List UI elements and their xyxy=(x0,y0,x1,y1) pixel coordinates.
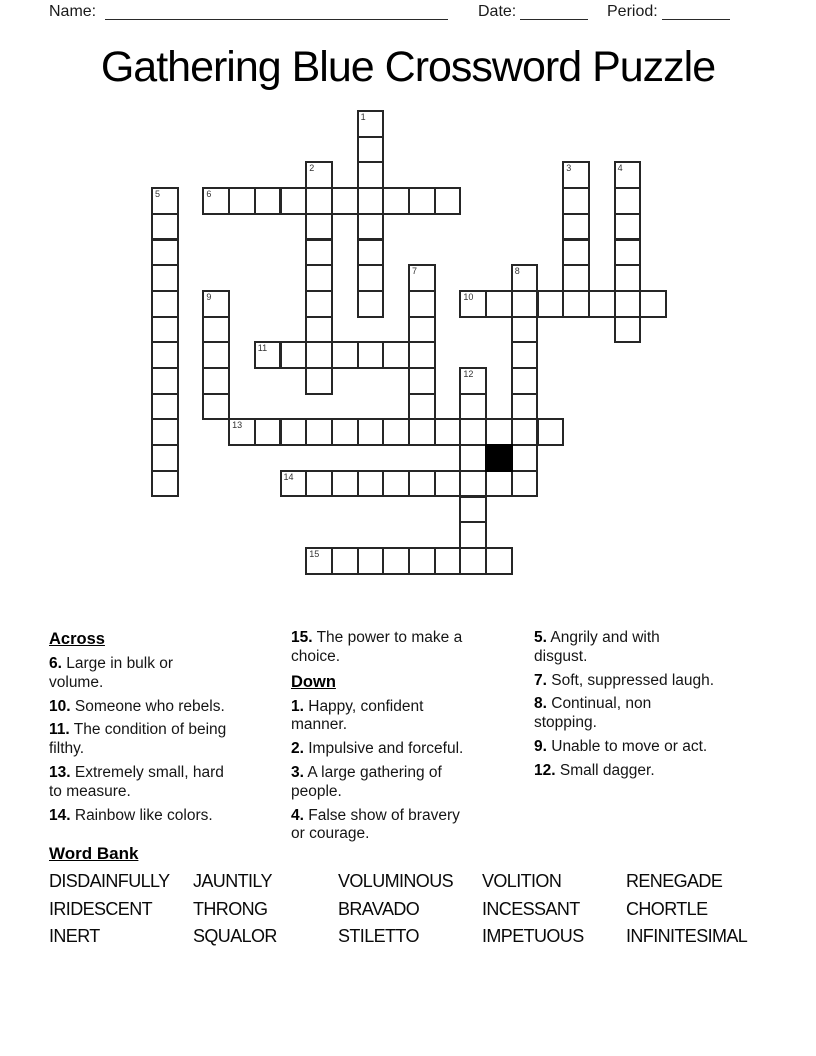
clue-line: 9. Unable to move or act. xyxy=(534,737,708,755)
grid-cell xyxy=(280,341,308,369)
grid-cell xyxy=(511,470,539,498)
grid-cell xyxy=(408,393,436,421)
clue-line: 12. Small dagger. xyxy=(534,761,655,779)
grid-cell xyxy=(614,187,642,215)
word-bank-heading: Word Bank xyxy=(49,844,139,863)
cell-number: 10 xyxy=(463,291,474,302)
grid-cell xyxy=(305,213,333,241)
grid-cell xyxy=(408,341,436,369)
grid-cell xyxy=(459,290,487,318)
clue-number: 10. xyxy=(49,697,71,715)
clue-line: to measure. xyxy=(49,782,131,800)
clue-item xyxy=(49,807,289,826)
grid-cell xyxy=(639,290,667,318)
grid-cell xyxy=(254,187,282,215)
clue-number: 12. xyxy=(534,761,556,779)
clue-item xyxy=(534,629,774,667)
word-bank-column xyxy=(626,871,747,954)
word-bank-word: IRIDESCENT xyxy=(49,898,153,919)
clue-item xyxy=(534,695,774,733)
grid-cell xyxy=(614,290,642,318)
clue-item xyxy=(49,764,289,802)
grid-cell xyxy=(588,290,616,318)
grid-cell xyxy=(202,367,230,395)
grid-cell xyxy=(305,367,333,395)
grid-cell xyxy=(331,187,359,215)
grid-cell xyxy=(357,239,385,267)
grid-cell xyxy=(305,316,333,344)
grid-cell xyxy=(202,290,230,318)
clue-number: 3. xyxy=(291,763,304,781)
grid-cell xyxy=(151,264,179,292)
clue-column-across xyxy=(49,629,289,830)
grid-cell xyxy=(614,316,642,344)
clue-line: 1. Happy, confident xyxy=(291,697,424,715)
grid-cell xyxy=(151,187,179,215)
word-bank-column xyxy=(49,871,170,954)
clue-number: 14. xyxy=(49,806,71,824)
grid-cell xyxy=(228,187,256,215)
name-blank-line xyxy=(105,4,448,20)
grid-cell xyxy=(151,213,179,241)
clue-line: 10. Someone who rebels. xyxy=(49,697,225,715)
grid-cell xyxy=(562,213,590,241)
cell-number: 5 xyxy=(155,189,161,200)
word-bank-word: RENEGADE xyxy=(626,871,723,891)
word-bank-column xyxy=(482,871,584,954)
grid-cell xyxy=(614,161,642,189)
clue-item xyxy=(534,762,774,781)
clue-line: 15. The power to make a xyxy=(291,629,463,646)
grid-cell xyxy=(511,367,539,395)
clue-line: 4. False show of bravery xyxy=(291,806,460,824)
clue-number: 9. xyxy=(534,737,547,755)
cell-number: 15 xyxy=(309,548,320,559)
grid-cell xyxy=(151,367,179,395)
grid-cell xyxy=(202,316,230,344)
grid-cell xyxy=(511,393,539,421)
grid-cell xyxy=(202,187,230,215)
clue-line: 14. Rainbow like colors. xyxy=(49,806,213,824)
clue-item xyxy=(49,655,289,693)
grid-cell xyxy=(485,418,513,446)
clue-line: 8. Continual, non xyxy=(534,695,652,713)
grid-cell xyxy=(202,341,230,369)
grid-cell xyxy=(459,444,487,472)
grid-cell xyxy=(254,341,282,369)
grid-cell xyxy=(357,110,385,138)
cell-number: 14 xyxy=(283,471,294,482)
grid-cell xyxy=(254,418,282,446)
clues-section-heading: Down xyxy=(291,672,336,691)
grid-cell xyxy=(305,290,333,318)
word-bank-word: VOLITION xyxy=(482,871,562,891)
grid-black-cell xyxy=(485,444,513,472)
clue-column-down xyxy=(534,629,774,786)
grid-cell xyxy=(562,161,590,189)
grid-cell xyxy=(408,470,436,498)
grid-cell xyxy=(459,547,487,575)
clue-item xyxy=(291,740,531,759)
grid-cell xyxy=(382,341,410,369)
clue-line: 3. A large gathering of xyxy=(291,763,442,781)
cell-number: 8 xyxy=(514,266,520,277)
grid-cell xyxy=(614,239,642,267)
grid-cell xyxy=(151,290,179,318)
grid-cell xyxy=(305,187,333,215)
period-blank-line xyxy=(662,4,730,20)
clue-column-middle xyxy=(291,629,531,849)
grid-cell xyxy=(537,418,565,446)
clue-line: 11. The condition of being xyxy=(49,721,227,739)
clue-item xyxy=(534,738,774,757)
grid-cell xyxy=(357,290,385,318)
grid-cell xyxy=(459,496,487,524)
grid-cell xyxy=(331,547,359,575)
grid-cell xyxy=(151,316,179,344)
word-bank-word: THRONG xyxy=(193,898,268,919)
grid-cell xyxy=(382,547,410,575)
clue-number: 2. xyxy=(291,740,304,758)
grid-cell xyxy=(459,393,487,421)
page-title: Gathering Blue Crossword Puzzle xyxy=(100,43,716,91)
grid-cell xyxy=(382,418,410,446)
clue-item xyxy=(49,698,289,717)
grid-cell xyxy=(357,547,385,575)
clue-item xyxy=(291,698,531,736)
clue-line: volume. xyxy=(49,673,104,691)
cell-number: 4 xyxy=(617,163,623,174)
grid-cell xyxy=(511,444,539,472)
clue-number: 6. xyxy=(49,655,62,672)
grid-cell xyxy=(537,290,565,318)
clue-line: 13. Extremely small, hard xyxy=(49,763,224,781)
word-bank-word: SQUALOR xyxy=(193,926,277,947)
clue-line: or courage. xyxy=(291,825,370,843)
grid-cell xyxy=(434,470,462,498)
grid-cell xyxy=(280,418,308,446)
word-bank-word: INFINITESIMAL xyxy=(626,926,748,947)
grid-cell xyxy=(459,470,487,498)
grid-cell xyxy=(280,470,308,498)
cell-number: 3 xyxy=(566,163,572,174)
clue-number: 1. xyxy=(291,697,304,715)
grid-cell xyxy=(459,367,487,395)
grid-cell xyxy=(459,521,487,549)
word-bank-word: BRAVADO xyxy=(338,898,420,919)
cell-number: 6 xyxy=(206,189,212,200)
word-bank-word: IMPETUOUS xyxy=(482,926,584,947)
grid-cell xyxy=(511,316,539,344)
grid-cell xyxy=(305,418,333,446)
clue-number: 7. xyxy=(534,671,547,689)
grid-cell xyxy=(562,290,590,318)
grid-cell xyxy=(511,418,539,446)
grid-cell xyxy=(357,470,385,498)
grid-cell xyxy=(305,470,333,498)
word-bank-column xyxy=(193,871,277,954)
cell-number: 7 xyxy=(412,266,418,277)
grid-cell xyxy=(357,161,385,189)
grid-cell xyxy=(151,239,179,267)
cell-number: 9 xyxy=(206,291,212,302)
clue-item xyxy=(49,721,289,759)
cell-number: 1 xyxy=(360,112,366,122)
grid-cell xyxy=(485,547,513,575)
grid-cell xyxy=(434,547,462,575)
grid-cell xyxy=(382,470,410,498)
grid-cell xyxy=(408,187,436,215)
word-bank-word: JAUNTILY xyxy=(193,871,272,891)
grid-cell xyxy=(614,213,642,241)
clue-line: 2. Impulsive and forceful. xyxy=(291,740,464,758)
grid-cell xyxy=(357,136,385,164)
grid-cell xyxy=(228,418,256,446)
grid-cell xyxy=(511,264,539,292)
grid-cell xyxy=(331,470,359,498)
grid-cell xyxy=(408,547,436,575)
name-label: Name: xyxy=(49,3,97,20)
clue-line: filthy. xyxy=(49,740,85,758)
grid-cell xyxy=(151,470,179,498)
word-bank-word: CHORTLE xyxy=(626,898,708,919)
grid-cell xyxy=(562,187,590,215)
grid-cell xyxy=(305,341,333,369)
grid-cell xyxy=(434,187,462,215)
clue-item xyxy=(291,764,531,802)
grid-cell xyxy=(280,187,308,215)
grid-cell xyxy=(485,470,513,498)
grid-cell xyxy=(151,393,179,421)
clue-item xyxy=(534,672,774,691)
grid-cell xyxy=(305,239,333,267)
word-bank-word: VOLUMINOUS xyxy=(338,871,454,891)
word-bank-word: DISDAINFULLY xyxy=(49,871,170,891)
clue-line: manner. xyxy=(291,716,348,734)
grid-cell xyxy=(562,239,590,267)
clues-section-heading: Across xyxy=(49,630,105,648)
period-label: Period: xyxy=(607,3,658,20)
clue-line: stopping. xyxy=(534,714,597,732)
word-bank-word: INERT xyxy=(49,926,100,947)
grid-cell xyxy=(305,547,333,575)
grid-cell xyxy=(408,316,436,344)
grid-cell xyxy=(408,418,436,446)
clue-item xyxy=(291,807,531,845)
grid-cell xyxy=(434,418,462,446)
cell-number: 12 xyxy=(463,369,474,379)
grid-cell xyxy=(614,264,642,292)
word-bank-column xyxy=(338,871,453,954)
grid-cell xyxy=(331,341,359,369)
grid-cell xyxy=(485,290,513,318)
grid-cell xyxy=(382,187,410,215)
clue-item xyxy=(291,629,531,667)
clue-line: 5. Angrily and with xyxy=(534,629,660,646)
clue-number: 4. xyxy=(291,806,304,824)
grid-cell xyxy=(408,264,436,292)
grid-cell xyxy=(357,264,385,292)
grid-cell xyxy=(511,341,539,369)
grid-cell xyxy=(357,418,385,446)
clue-number: 11. xyxy=(49,721,70,739)
clue-number: 13. xyxy=(49,763,71,781)
cell-number: 11 xyxy=(257,343,268,354)
date-blank-line xyxy=(520,4,588,20)
clue-number: 5. xyxy=(534,629,547,646)
word-bank-word: INCESSANT xyxy=(482,898,580,919)
grid-cell xyxy=(408,290,436,318)
grid-cell xyxy=(408,367,436,395)
clue-number: 8. xyxy=(534,695,547,713)
grid-cell xyxy=(331,418,359,446)
clue-line: 7. Soft, suppressed laugh. xyxy=(534,671,715,689)
grid-cell xyxy=(357,213,385,241)
clue-line: disgust. xyxy=(534,647,588,665)
grid-cell xyxy=(151,444,179,472)
grid-cell xyxy=(357,187,385,215)
grid-cell xyxy=(562,264,590,292)
grid-cell xyxy=(202,393,230,421)
cell-number: 2 xyxy=(309,163,315,174)
grid-cell xyxy=(357,341,385,369)
word-bank-word: STILETTO xyxy=(338,926,419,947)
clue-line: choice. xyxy=(291,647,341,665)
clue-number: 15. xyxy=(291,629,313,646)
grid-cell xyxy=(305,264,333,292)
grid-cell xyxy=(305,161,333,189)
clue-line: people. xyxy=(291,782,342,800)
clue-line: 6. Large in bulk or xyxy=(49,655,174,672)
cell-number: 13 xyxy=(232,420,243,431)
date-label: Date: xyxy=(478,3,517,20)
grid-cell xyxy=(459,418,487,446)
grid-cell xyxy=(511,290,539,318)
grid-cell xyxy=(151,418,179,446)
grid-cell xyxy=(151,341,179,369)
